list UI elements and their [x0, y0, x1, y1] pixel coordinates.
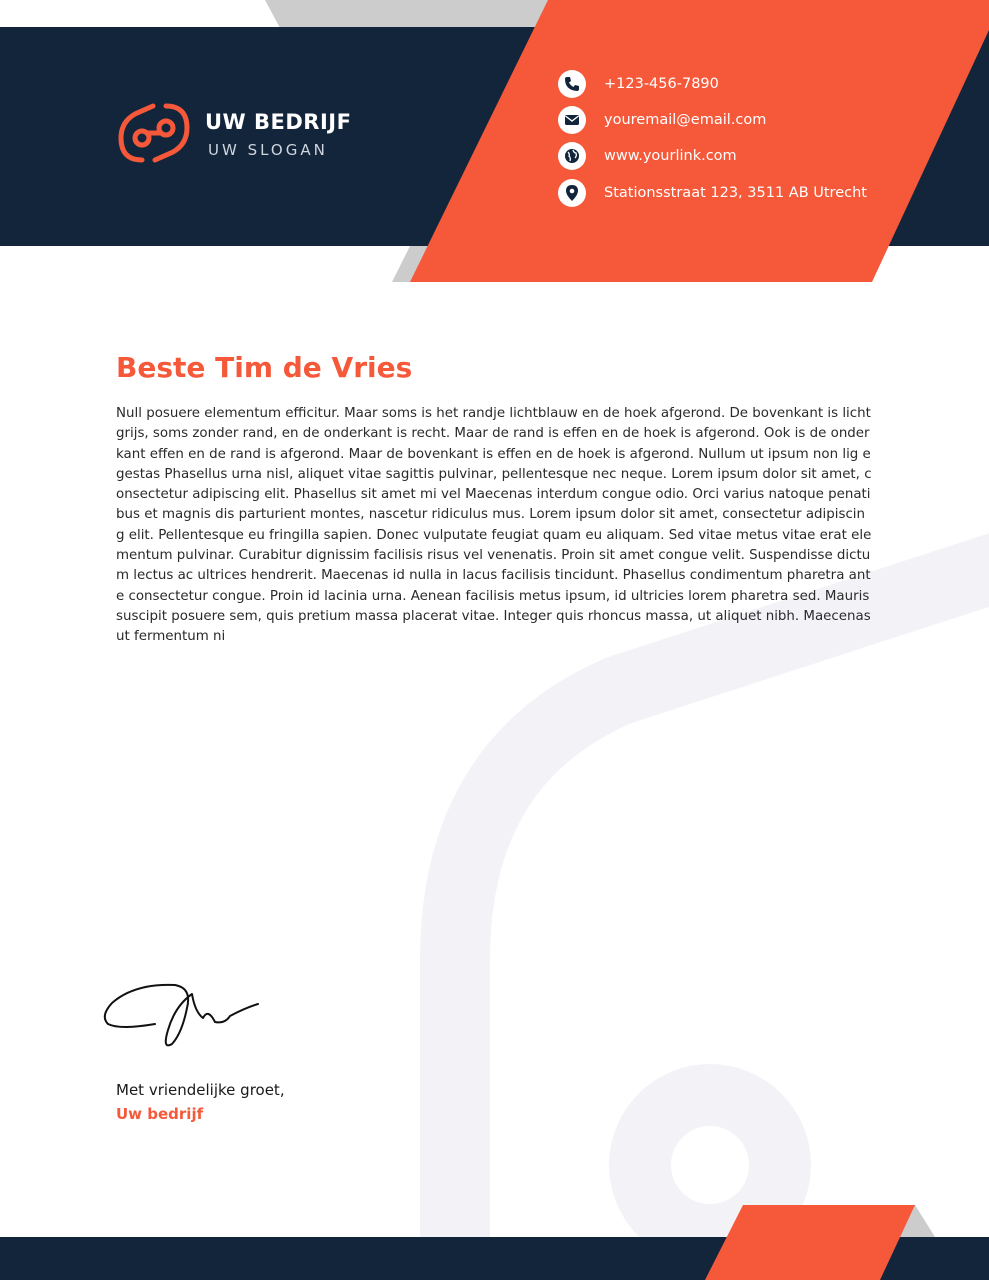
contact-email — [558, 106, 766, 134]
website-url[interactable]: www.yourlink.com — [604, 148, 737, 164]
contact-website — [558, 142, 737, 170]
email-icon — [558, 106, 586, 134]
globe-icon — [558, 142, 586, 170]
company-slogan: UW SLOGAN — [208, 141, 328, 159]
letter-company-signoff: Uw bedrijf — [116, 1105, 204, 1123]
location-pin-icon — [558, 179, 586, 207]
contact-address — [558, 179, 867, 207]
phone-icon — [558, 70, 586, 98]
letter-closing: Met vriendelijke groet, — [116, 1081, 285, 1099]
link-chain-icon — [115, 98, 193, 168]
contact-phone — [558, 70, 719, 98]
letter-salutation: Beste Tim de Vries — [116, 351, 413, 384]
email-address[interactable]: youremail@email.com — [604, 112, 767, 128]
phone-number[interactable]: +123-456-7890 — [604, 76, 719, 92]
header-top-gray-accent — [265, 0, 555, 28]
signature — [100, 978, 265, 1053]
company-name: UW BEDRIJF — [205, 110, 352, 134]
street-address: Stationsstraat 123, 3511 AB Utrecht — [604, 185, 867, 201]
watermark-link-icon — [455, 560, 989, 1235]
letter-body: Null posuere elementum efficitur. Maar soms is het randje lichtblauw en de hoek afgerond. De bovenkant is lichtgrijs, soms zonder rand, en de onderkant is recht. Maar de rand is effen en de hoek is afgerond. Ook is de onderkant effen en de rand is afgerond. Maar de bovenkant is effen en de hoek is afgerond. Nullum ut ipsum non lig egestas Phasellus urna nisl, aliquet vitae sagittis pulvinar, pellentesque nec neque. Lorem ipsum dolor sit amet, consectetur adipiscing elit. Phasellus sit amet mi vel Maecenas interdum congue odio. Orci varius natoque penatibus et magnis dis parturient montes, nascetur ridiculus mus. Lorem ipsum dolor sit amet, consectetur adipiscing elit. Pellentesque eu fringilla sapien. Donec vulputate feugiat quam eu aliquam. Sed vitae metus vitae erat elementum pulvinar. Curabitur dignissim facilisis risus vel venenatis. Proin sit amet congue velit. Suspendisse dictum lectus ac ultrices hendrerit. Maecenas id nulla in lacus facilisis tincidunt. Phasellus condimentum pharetra ante consectetur congue. Proin id lacinia urna. Aenean facilisis metus ipsum, id ultricies lorem pharetra sed. Mauris suscipit posuere sem, quis pretium massa placerat vitae. Integer quis rhoncus massa, ut aliquet nibh. Maecenas ut fermentum ni — [116, 406, 872, 645]
